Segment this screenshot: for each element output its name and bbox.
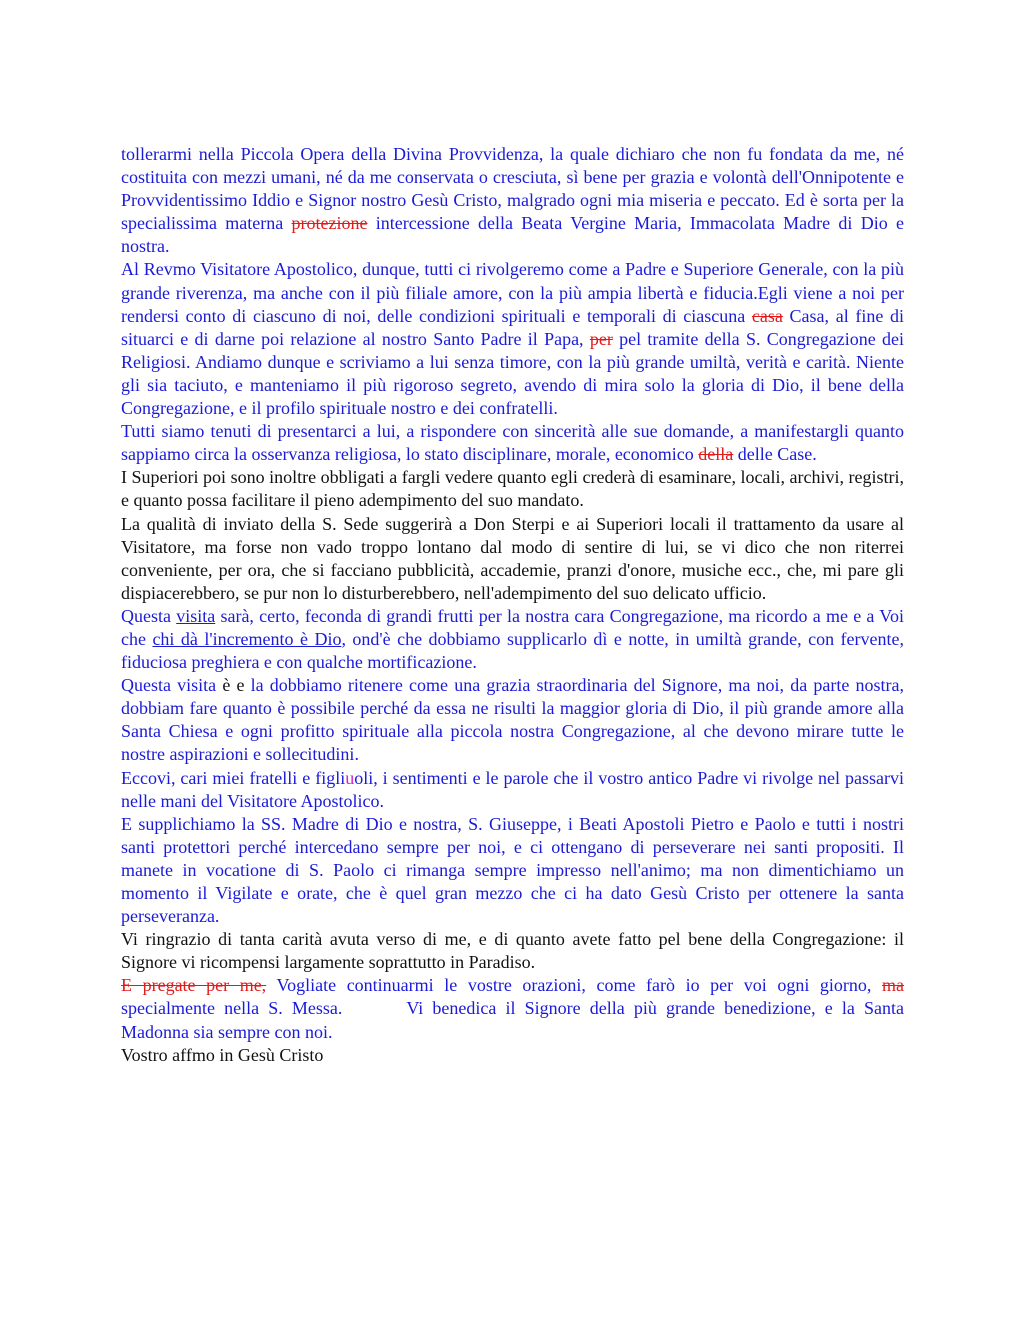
text-run: u <box>345 767 355 788</box>
paragraph-p3 <box>121 420 904 466</box>
paragraph-p6 <box>121 605 904 674</box>
text-run: Questa visita <box>121 675 223 696</box>
text-run: Eccovi, cari miei fratelli e figli <box>121 767 346 788</box>
text-run: Al Revmo Visitatore Apostolico, dunque, tutti ci rivolgeremo come a Padre e Superiore Generale, con la più grande riverenza, ma anche con il più filiale amore, con la più ampia libertà e fiducia.Egli viene a noi per rendersi conto di ciascuno di noi, delle condizioni spirituali e temporali di ciascuna <box>121 259 904 326</box>
text-run: intercessione della Beata Vergine Maria, Immacolata Madre di Dio e nostra. <box>121 213 904 257</box>
struck-text: della <box>698 444 734 465</box>
text-run: delle Case. <box>733 444 817 465</box>
underlined-text: chi dà l'incremento è Dio <box>152 628 342 649</box>
text-run: specialmente nella S. Messa. <box>121 998 343 1019</box>
paragraph-p8 <box>121 767 904 813</box>
text-run: pel tramite della S. Congregazione dei Religiosi. Andiamo dunque e scriviamo a lui senza timore, con la più grande umiltà, verità e carità. Niente gli sia taciuto, e manteniamo il più rigoroso segreto, avendo di mira solo la gloria di Dio, il bene della Congregazione, e il profilo spirituale nostro e dei confratelli. <box>121 328 904 419</box>
underlined-text: visita <box>176 605 216 626</box>
text-run: , ond'è che dobbiamo supplicarlo dì e notte, in umiltà grande, con fervente, fiduciosa preghiera e con qualche mortificazione. <box>121 628 905 673</box>
text-run: oli, i sentimenti e le parole che il vostro antico Padre vi rivolge nel passarvi nelle mani del Visitatore Apostolico. <box>121 767 904 811</box>
text-run: E supplichiamo la SS. Madre di Dio e nostra, S. Giuseppe, i Beati Apostoli Pietro e Paolo e tutti i nostri santi protettori perché intercedano sempre per noi, e ci ottengano di perseverare nei santi propositi. Il manete in vocatione di S. Paolo ci rimanga sempre impresso nell'animo; ma non dimentichiamo un momento il Vigilate e orate, che è quel gran mezzo che ci ha dato Gesù Cristo per ottenere la santa perseveranza. <box>121 813 904 927</box>
text-run: Vogliate continuarmi le vostre orazioni, come farò io per voi ogni giorno, <box>266 975 882 996</box>
text-run: Vostro affmo in Gesù Cristo <box>121 1044 324 1065</box>
paragraph-p11 <box>121 974 904 1043</box>
text-run: Vi benedica il Signore della più grande benedizione, e la Santa Madonna sia sempre con noi. <box>121 998 904 1042</box>
paragraph-p12 <box>121 1044 904 1067</box>
paragraph-p10 <box>121 928 904 974</box>
text-run: la dobbiamo ritenere come una grazia straordinaria del Signore, ma noi, da parte nostra, dobbiam fare quanto è possibile perché da essa ne risulti la maggior gloria di Dio, il più grande amore alla Santa Chiesa e ogni profitto spirituale alla piccola nostra Congregazione, al che devono mirare tutte le nostre aspirazioni e sollecitudini. <box>121 675 904 765</box>
paragraph-p9 <box>121 813 904 928</box>
text-run: sarà, certo, feconda di grandi frutti per la nostra cara Congregazione, ma ricordo a me e a Voi che <box>121 605 904 649</box>
struck-text: per <box>589 328 613 349</box>
struck-text: casa <box>751 305 783 326</box>
paragraph-p5 <box>121 513 904 605</box>
paragraph-p7 <box>121 674 904 766</box>
text-run: Questa <box>121 605 177 626</box>
struck-text: E pregate per me, <box>121 975 267 996</box>
text-run: Vi ringrazio di tanta carità avuta verso di me, e di quanto avete fatto pel bene della Congregazione: il Signore vi ricompensi largamente soprattutto in Paradiso. <box>121 929 904 973</box>
text-run: Casa, al fine di situarci e di darne poi relazione al nostro Santo Padre il Papa, <box>121 305 904 349</box>
struck-text: protezione <box>291 213 368 234</box>
text-run: La qualità di inviato della S. Sede suggerirà a Don Sterpi e ai Superiori locali il trattamento da usare al Visitatore, ma forse non vado troppo lontano dal modo di sentire di lui, se vi dico che non riterrei conveniente, per ora, che si facciano pubblicità, accademie, pranzi d'onore, musiche ecc., che, mi pare gli dispiacerebbero, se pur non lo disturberebbero, nell'adempimento del suo delicato ufficio. <box>121 513 904 603</box>
struck-text: ma <box>881 975 904 996</box>
letter-body <box>121 143 904 1067</box>
paragraph-p4 <box>121 466 904 512</box>
paragraph-p1 <box>121 143 904 258</box>
text-run: è e <box>222 675 251 696</box>
text-run: tollerarmi nella Piccola Opera della Divina Provvidenza, la quale dichiaro che non fu fondata da me, né costituita con mezzi umani, né da me conservata o cresciuta, sì bene per grazia e volontà dell'Onnipotente e Provvidentissimo Iddio e Signor nostro Gesù Cristo, malgrado ogni mia miseria e peccato. Ed è sorta per la specialissima materna <box>121 144 904 234</box>
text-run: Tutti siamo tenuti di presentarci a lui, a rispondere con sincerità alle sue domande, a manifestargli quanto sappiamo circa la osservanza religiosa, lo stato disciplinare, morale, economico <box>121 421 904 465</box>
text-run: I Superiori poi sono inoltre obbligati a fargli vedere quanto egli crederà di esaminare, locali, archivi, registri, e quanto possa facilitare il pieno adempimento del suo mandato. <box>121 467 904 511</box>
paragraph-p2 <box>121 258 904 420</box>
